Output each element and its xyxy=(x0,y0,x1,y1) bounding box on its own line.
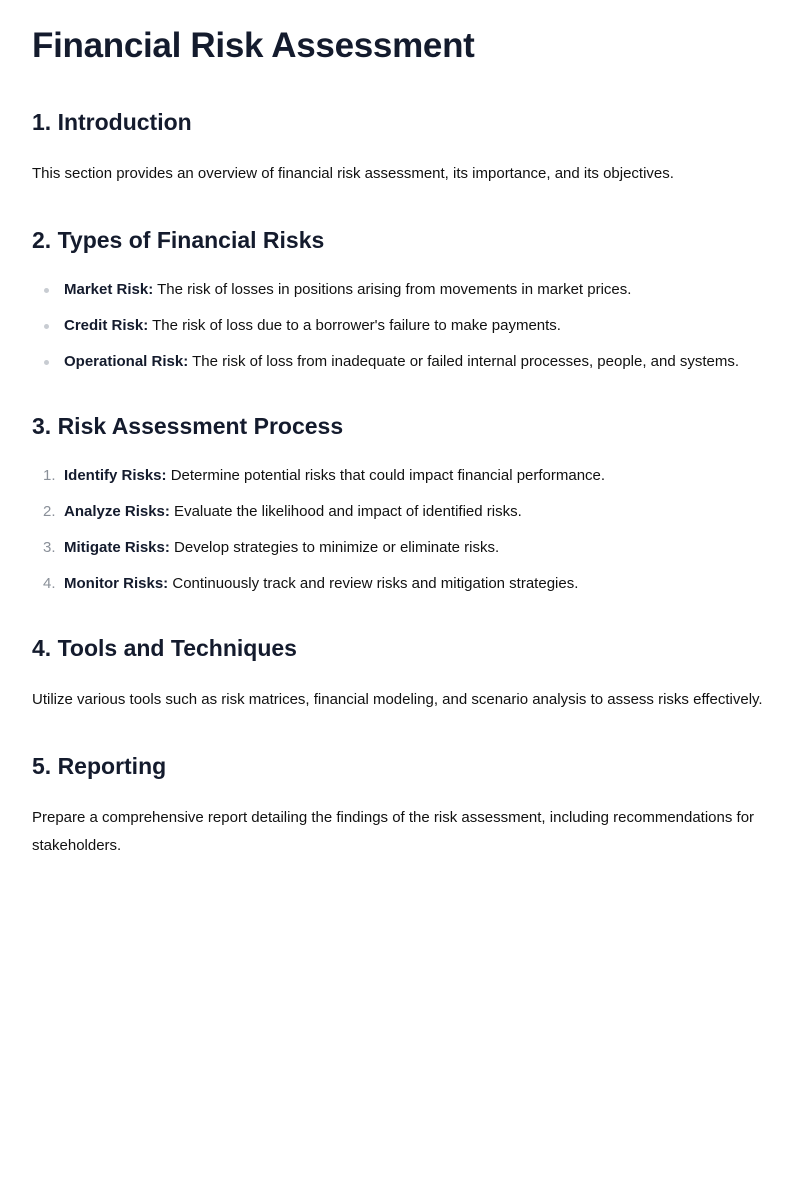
list-item-text: Determine potential risks that could impact financial performance. xyxy=(166,467,606,484)
list-item-text: Develop strategies to minimize or eliminate risks. xyxy=(169,539,500,556)
section-assessment-process xyxy=(32,410,768,596)
section-body: Utilize various tools such as risk matrices, financial modeling, and scenario analysis to assess risks effectively. xyxy=(32,691,763,708)
section-body: Prepare a comprehensive report detailing the findings of the risk assessment, including recommendations for stakeholders. xyxy=(32,809,755,854)
list-number: 2. xyxy=(43,503,56,520)
page-title: Financial Risk Assessment xyxy=(32,26,475,65)
risk-types-list xyxy=(32,278,768,374)
section-reporting xyxy=(32,750,768,860)
bullet-icon xyxy=(44,324,49,329)
list-item-text: The risk of losses in positions arising from movements in market prices. xyxy=(153,281,632,298)
bullet-icon xyxy=(44,288,49,293)
list-item-term: Monitor Risks: xyxy=(64,575,169,592)
list-item xyxy=(32,536,768,560)
list-number: 3. xyxy=(43,539,56,556)
section-introduction xyxy=(32,106,768,188)
list-item-term: Mitigate Risks: xyxy=(64,539,170,556)
section-heading: 5. Reporting xyxy=(32,753,167,779)
list-number: 4. xyxy=(43,575,56,592)
section-types-of-risks xyxy=(32,224,768,374)
list-item xyxy=(32,464,768,488)
section-heading: 2. Types of Financial Risks xyxy=(32,227,325,253)
list-number: 1. xyxy=(43,467,56,484)
section-body: This section provides an overview of financial risk assessment, its importance, and its objectives. xyxy=(32,165,674,182)
bullet-icon xyxy=(44,360,49,365)
section-heading: 1. Introduction xyxy=(32,109,192,135)
list-item xyxy=(32,350,768,374)
list-item-term: Analyze Risks: xyxy=(64,503,170,520)
process-steps-list xyxy=(32,464,768,596)
list-item xyxy=(32,500,768,524)
list-item-text: Continuously track and review risks and mitigation strategies. xyxy=(168,575,579,592)
list-item-term: Identify Risks: xyxy=(64,467,167,484)
list-item-text: The risk of loss due to a borrower's failure to make payments. xyxy=(148,317,561,334)
section-heading: 4. Tools and Techniques xyxy=(32,635,297,661)
list-item xyxy=(32,314,768,338)
list-item xyxy=(32,572,768,596)
section-heading: 3. Risk Assessment Process xyxy=(32,413,344,439)
list-item-term: Market Risk: xyxy=(64,281,154,298)
list-item-term: Credit Risk: xyxy=(64,317,149,334)
list-item-text: Evaluate the likelihood and impact of identified risks. xyxy=(169,503,522,520)
section-tools xyxy=(32,632,768,714)
list-item-text: The risk of loss from inadequate or failed internal processes, people, and systems. xyxy=(188,353,740,370)
list-item xyxy=(32,278,768,302)
list-item-term: Operational Risk: xyxy=(64,353,189,370)
